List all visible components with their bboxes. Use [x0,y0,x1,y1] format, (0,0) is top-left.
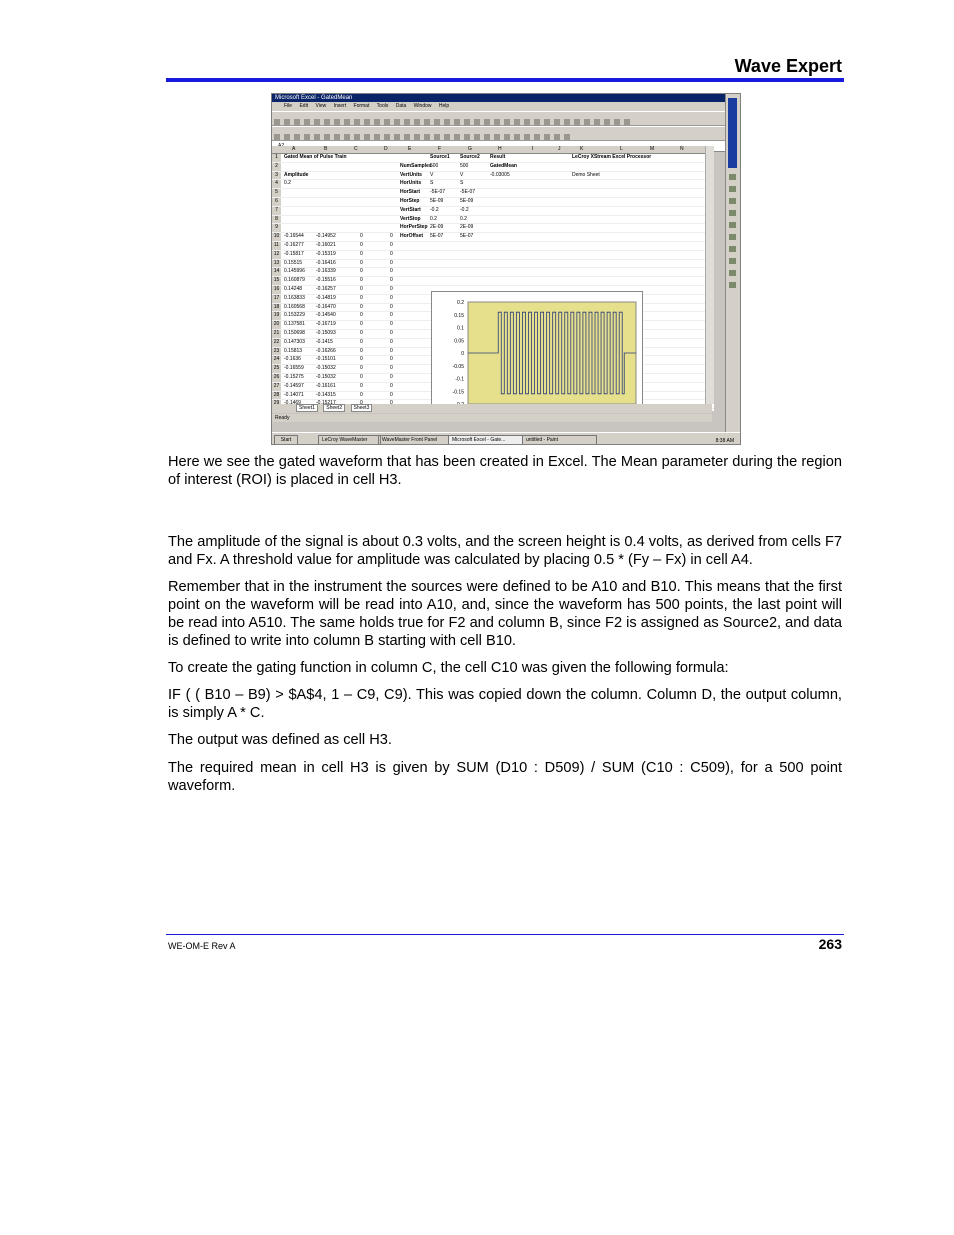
row-number[interactable]: 4 [272,180,281,188]
cell-d27[interactable]: 0 [390,382,393,389]
column-headers [272,146,714,154]
cell-d23[interactable]: 0 [390,347,393,354]
cell-f6[interactable]: 5E-09 [430,197,444,204]
cell-g1[interactable]: Source2 [460,154,480,160]
toolbar-button[interactable] [394,119,400,125]
toolbar-button[interactable] [534,119,540,125]
sheet-row [272,198,714,207]
footer-rule [166,934,844,935]
column-header-l[interactable]: L [620,146,623,152]
toolbar-button[interactable] [354,119,360,125]
cell-a26[interactable]: -0.15275 [284,373,304,380]
toolbar-button[interactable] [384,134,390,140]
sheet-row [272,207,714,216]
shortcut-icon[interactable] [729,186,736,192]
sheet-row [272,189,714,198]
row-number[interactable]: 7 [272,207,281,215]
cell-d10[interactable]: 0 [390,233,393,240]
toolbar-button[interactable] [314,134,320,140]
toolbar-button[interactable] [384,119,390,125]
toolbar-button[interactable] [374,119,380,125]
column-header-a[interactable]: A [292,146,296,152]
shortcut-bar-strip [728,98,737,168]
cell-c13[interactable]: 0 [360,259,363,266]
cell-g4[interactable]: S [460,180,464,187]
cell-h1[interactable]: Result [490,154,506,160]
cell-e5[interactable]: HorStart [400,189,421,196]
cell-c12[interactable]: 0 [360,250,363,257]
taskbar-item[interactable]: untitled - Paint [522,435,597,445]
y-tick-label: -0.05 [452,363,464,370]
cell-e7[interactable]: VertStart [400,206,421,213]
column-header-i[interactable]: I [532,146,534,152]
cell-c21[interactable]: 0 [360,329,363,336]
taskbar-item[interactable]: WaveMaster Front Panel [378,435,449,445]
cell-b19[interactable]: -0.14540 [316,312,336,319]
sheet-row [272,216,714,225]
paragraph-2: The amplitude of the signal is about 0.3 volts, and the screen height is 0.4 volts, as derived from cells F7 and Fx. A threshold value for amplitude was calculated by placing 0.5 * (Fy – Fx) in cell A4. [168,534,842,568]
row-number[interactable]: 18 [273,303,280,310]
cell-c20[interactable]: 0 [360,321,363,328]
toolbar-button[interactable] [274,119,280,125]
toolbar-button[interactable] [414,134,420,140]
toolbar-button[interactable] [484,119,490,125]
cell-f3[interactable]: V [430,171,434,178]
toolbar-button[interactable] [444,134,450,140]
row-number[interactable]: 17 [273,294,280,301]
column-header-b[interactable]: B [324,146,328,152]
cell-b14[interactable]: -0.16339 [316,268,336,275]
shortcut-icon[interactable] [729,174,736,180]
shortcut-icon[interactable] [729,246,736,252]
row-number[interactable]: 2 [272,163,281,171]
cell-b20[interactable]: -0.16719 [316,321,336,328]
toolbar-button[interactable] [274,134,280,140]
cell-k3[interactable]: Demo Sheet [572,171,600,178]
cell-e10[interactable]: HorOffset [400,233,424,240]
cell-b27[interactable]: -0.16161 [316,382,336,389]
column-header-f[interactable]: F [438,146,442,152]
cell-b11[interactable]: -0.16021 [316,241,336,248]
cell-a15[interactable]: 0.160879 [284,277,305,284]
office-shortcut-bar [725,94,740,434]
cell-c10[interactable]: 0 [360,233,363,240]
tab-sheet1[interactable]: Sheet1 [296,404,318,412]
cell-d16[interactable]: 0 [390,285,393,292]
cell-b21[interactable]: -0.15093 [316,329,336,336]
paragraph-6: The output was defined as cell H3. [168,732,392,748]
embedded-waveform-chart [431,291,643,411]
toolbar-button[interactable] [364,119,370,125]
row-number[interactable]: 10 [273,233,280,240]
row-number[interactable]: 13 [273,259,280,266]
cell-b23[interactable]: -0.16266 [316,347,336,354]
toolbar-button[interactable] [544,134,550,140]
cell-f9[interactable]: 2E-09 [430,224,444,231]
tab-sheet2[interactable]: Sheet2 [323,404,345,412]
cell-c25[interactable]: 0 [360,365,363,372]
cell-d25[interactable]: 0 [390,365,393,372]
cell-b24[interactable]: -0.15101 [316,356,336,363]
page-header-title: Wave Expert [734,56,842,76]
start-button[interactable]: Start [274,435,298,445]
cell-d24[interactable]: 0 [390,356,393,363]
column-header-c[interactable]: C [354,146,358,152]
cell-e3[interactable]: VertUnits [400,171,422,178]
toolbar-button[interactable] [424,119,430,125]
cell-b22[interactable]: -0.1415 [316,338,333,345]
toolbar-button[interactable] [474,134,480,140]
menu-item-view[interactable]: View [315,103,327,109]
toolbar-button[interactable] [404,134,410,140]
cell-a18[interactable]: 0.160568 [284,303,305,310]
row-number[interactable]: 21 [273,329,280,336]
column-header-h[interactable]: H [498,146,502,152]
menu-item-file[interactable]: File [284,103,293,109]
toolbar-button[interactable] [594,119,600,125]
header-rule [166,78,844,82]
paragraph-3: Remember that in the instrument the sources were defined to be A10 and B10. This means that the first point on the waveform will be read into A10, and, since the waveform has 500 points, the last point will be read into A510. The same holds true for F2 and column B, since F2 is assigned as Source2, and data is defined to write into column B starting with cell B10. [168,579,842,649]
toolbar-button[interactable] [404,119,410,125]
cell-g8[interactable]: 0.2 [460,215,467,222]
toolbar-button[interactable] [584,119,590,125]
toolbar-button[interactable] [564,119,570,125]
cell-a25[interactable]: -0.16559 [284,365,304,372]
cell-a23[interactable]: 0.15813 [284,347,303,354]
row-number[interactable]: 9 [272,224,281,232]
toolbar-button[interactable] [304,119,310,125]
excel-screenshot-figure [271,93,741,445]
toolbar-button[interactable] [334,119,340,125]
toolbar-button[interactable] [514,134,520,140]
column-header-n[interactable]: N [680,146,684,152]
cell-d15[interactable]: 0 [390,277,393,284]
sheet-row [272,224,714,233]
cell-a16[interactable]: 0.14248 [284,285,303,292]
cell-f7[interactable]: -0.2 [430,206,439,213]
cell-a22[interactable]: 0.147303 [284,338,305,345]
taskbar-item[interactable]: LeCroy WaveMaster [318,435,381,445]
sheet-tabs [272,404,712,413]
toolbar-button[interactable] [554,119,560,125]
row-number[interactable]: 22 [273,338,280,345]
cell-a17[interactable]: 0.163833 [284,294,305,301]
windows-taskbar [272,432,740,445]
paragraph-7: The required mean in cell H3 is given by SUM (D10 : D509) / SUM (C10 : C509), for a 500 point waveform. [168,760,842,794]
column-header-j[interactable]: J [558,146,561,152]
formatting-toolbar [272,126,740,141]
cell-f2[interactable]: 500 [430,162,439,169]
sheet-row [272,268,714,277]
cell-d14[interactable]: 0 [390,268,393,275]
row-number[interactable]: 20 [273,321,280,328]
toolbar-button[interactable] [434,119,440,125]
cell-g5[interactable]: -5E-07 [460,189,476,196]
cell-a21[interactable]: 0.150698 [284,329,305,336]
toolbar-button[interactable] [444,119,450,125]
toolbar-button[interactable] [484,134,490,140]
cell-a28[interactable]: -0.14071 [284,391,304,398]
toolbar-button[interactable] [294,119,300,125]
toolbar-button[interactable] [354,134,360,140]
row-number[interactable]: 1 [272,154,281,162]
worksheet [272,146,714,411]
cell-k1[interactable]: LeCroy XStream Excel Processor [572,154,652,160]
row-number[interactable]: 11 [273,241,280,248]
shortcut-icon[interactable] [729,270,736,276]
toolbar-button[interactable] [344,119,350,125]
cell-d26[interactable]: 0 [390,373,393,380]
cell-d18[interactable]: 0 [390,303,393,310]
cell-d28[interactable]: 0 [390,391,393,398]
sheet-row [272,163,714,172]
cell-c11[interactable]: 0 [360,241,363,248]
row-number[interactable]: 28 [273,391,280,398]
cell-b15[interactable]: -0.15516 [316,277,336,284]
cell-g10[interactable]: 5E-07 [460,233,474,240]
cell-e9[interactable]: HorPerStep [400,224,428,231]
cell-c24[interactable]: 0 [360,356,363,363]
paragraph-1: Here we see the gated waveform that has been created in Excel. The Mean parameter during the region of interest (ROI) is placed in cell H3. [168,454,842,488]
cell-b18[interactable]: -0.16470 [316,303,336,310]
shortcut-icon[interactable] [729,222,736,228]
standard-toolbar [272,111,740,126]
cell-d20[interactable]: 0 [390,321,393,328]
toolbar-button[interactable] [324,134,330,140]
menu-item-insert[interactable]: Insert [333,103,347,109]
cell-c22[interactable]: 0 [360,338,363,345]
cell-g6[interactable]: 5E-09 [460,197,474,204]
toolbar-button[interactable] [554,134,560,140]
cell-a27[interactable]: -0.14597 [284,382,304,389]
paragraph-5: IF ( ( B10 – B9) > $A$4, 1 – C9, C9). This was copied down the column. Column D, the output column, is simply A * C. [168,687,842,721]
cell-a4[interactable]: 0.2 [284,180,291,187]
toolbar-button[interactable] [434,134,440,140]
row-number[interactable]: 19 [273,312,280,319]
menu-item-data[interactable]: Data [395,103,407,109]
row-number[interactable]: 14 [273,268,280,275]
status-bar: Ready [272,414,712,422]
cell-a19[interactable]: 0.153229 [284,312,305,319]
row-number[interactable]: 6 [272,198,281,206]
toolbar-button[interactable] [424,134,430,140]
cell-e4[interactable]: HorUnits [400,180,422,187]
cell-a24[interactable]: -0.1636 [284,356,301,363]
row-number[interactable]: 26 [273,373,280,380]
y-tick-label: -0.1 [455,376,464,383]
toolbar-button[interactable] [474,119,480,125]
cell-c18[interactable]: 0 [360,303,363,310]
cell-c19[interactable]: 0 [360,312,363,319]
cell-h2[interactable]: GatedMean [490,162,517,169]
menu-item-edit[interactable]: Edit [299,103,309,109]
row-number[interactable]: 15 [273,277,280,284]
toolbar-button[interactable] [524,134,530,140]
cell-a11[interactable]: -0.16277 [284,241,304,248]
cell-b16[interactable]: -0.16257 [316,285,336,292]
sheet-row [272,251,714,260]
row-number[interactable]: 23 [273,347,280,354]
toolbar-button[interactable] [544,119,550,125]
cell-f1[interactable]: Source1 [430,154,450,160]
y-tick-label: 0.05 [454,338,464,345]
shortcut-icon[interactable] [729,210,736,216]
row-number[interactable]: 24 [273,356,280,363]
cell-d19[interactable]: 0 [390,312,393,319]
menu-item-format[interactable]: Format [353,103,370,109]
toolbar-button[interactable] [504,134,510,140]
cell-e2[interactable]: NumSamples [400,162,432,169]
row-number[interactable]: 3 [272,172,281,180]
toolbar-button[interactable] [464,134,470,140]
cell-g7[interactable]: -0.2 [460,206,469,213]
tab-sheet3[interactable]: Sheet3 [351,404,373,412]
row-number[interactable]: 25 [273,365,280,372]
cell-a13[interactable]: 0.15515 [284,259,303,266]
cell-a14[interactable]: 0.145996 [284,268,305,275]
cell-f4[interactable]: S [430,180,434,187]
toolbar-button[interactable] [374,134,380,140]
toolbar-button[interactable] [454,134,460,140]
cell-e8[interactable]: VertStop [400,215,421,222]
cell-b10[interactable]: -0.14952 [316,233,336,240]
toolbar-button[interactable] [464,119,470,125]
sheet-row [272,277,714,286]
toolbar-button[interactable] [494,134,500,140]
cell-d22[interactable]: 0 [390,338,393,345]
menu-item-help[interactable]: Help [438,103,450,109]
cell-c27[interactable]: 0 [360,382,363,389]
toolbar-button[interactable] [524,119,530,125]
cell-b25[interactable]: -0.15032 [316,365,336,372]
cell-c14[interactable]: 0 [360,268,363,275]
toolbar-button[interactable] [314,119,320,125]
toolbar-button[interactable] [624,119,630,125]
y-tick-label: -0.15 [452,389,464,396]
sheet-row [272,233,714,242]
toolbar-button[interactable] [514,119,520,125]
cell-d13[interactable]: 0 [390,259,393,266]
cell-d21[interactable]: 0 [390,329,393,336]
cell-c23[interactable]: 0 [360,347,363,354]
vertical-scrollbar[interactable] [705,146,714,404]
toolbar-button[interactable] [284,119,290,125]
column-header-g[interactable]: G [468,146,472,152]
sheet-row [272,180,714,189]
toolbar-button[interactable] [604,119,610,125]
y-tick-label: 0.1 [457,325,464,332]
sheet-row [272,242,714,251]
cell-b28[interactable]: -0.14315 [316,391,336,398]
cell-a1[interactable]: Gated Mean of Pulse Train [284,154,347,160]
sheet-row [272,260,714,269]
cell-b13[interactable]: -0.16416 [316,259,336,266]
cell-a20[interactable]: 0.137581 [284,321,305,328]
toolbar-button[interactable] [304,134,310,140]
toolbar-button[interactable] [534,134,540,140]
excel-window-title: Microsoft Excel - GatedMean [272,94,740,102]
cell-f10[interactable]: 5E-07 [430,233,444,240]
toolbar-button[interactable] [504,119,510,125]
menu-item-window[interactable]: Window [413,103,432,109]
cell-h3[interactable]: -0.03005 [490,171,510,178]
cell-e6[interactable]: HorStep [400,197,420,204]
row-number[interactable]: 16 [273,285,280,292]
cell-a3[interactable]: Amplitude [284,171,309,178]
shortcut-icon[interactable] [729,198,736,204]
cell-g3[interactable]: V [460,171,464,178]
row-number[interactable]: 5 [272,189,281,197]
column-header-m[interactable]: M [650,146,655,152]
shortcut-icon[interactable] [729,234,736,240]
row-number[interactable]: 12 [273,250,280,257]
toolbar-button[interactable] [294,134,300,140]
y-tick-label: 0.2 [457,300,464,306]
toolbar-button[interactable] [394,134,400,140]
shortcut-icon[interactable] [729,282,736,288]
cell-b26[interactable]: -0.15032 [316,373,336,380]
cell-d17[interactable]: 0 [390,294,393,301]
shortcut-icon[interactable] [729,258,736,264]
row-number[interactable]: 8 [272,216,281,224]
cell-b12[interactable]: -0.15319 [316,250,336,257]
column-header-k[interactable]: K [580,146,584,152]
footer-doc-id: WE-OM-E Rev A [168,941,236,951]
cell-f5[interactable]: -5E-07 [430,189,446,196]
toolbar-button[interactable] [284,134,290,140]
column-header-e[interactable]: E [408,146,412,152]
taskbar-item-active[interactable]: Microsoft Excel - Gate... [448,435,523,445]
toolbar-button[interactable] [364,134,370,140]
toolbar-button[interactable] [454,119,460,125]
cell-g2[interactable]: 500 [460,162,469,169]
toolbar-button[interactable] [334,134,340,140]
y-tick-label: 0.15 [454,312,464,319]
row-number[interactable]: 27 [273,382,280,389]
column-header-d[interactable]: D [384,146,388,152]
waveform-chart-svg [432,292,642,411]
cell-c17[interactable]: 0 [360,294,363,301]
toolbar-button[interactable] [324,119,330,125]
cell-c15[interactable]: 0 [360,277,363,284]
cell-f8[interactable]: 0.2 [430,215,437,222]
sheet-row [272,154,714,163]
toolbar-button[interactable] [414,119,420,125]
toolbar-button[interactable] [614,119,620,125]
cell-g9[interactable]: 2E-09 [460,224,474,231]
page-number: 263 [818,936,842,952]
y-tick-label: 0 [461,351,464,357]
menu-item-tools[interactable]: Tools [376,103,389,109]
taskbar-clock: 8:38 AM [715,438,734,444]
cell-c28[interactable]: 0 [360,391,363,398]
toolbar-button[interactable] [344,134,350,140]
paragraph-4: To create the gating function in column C, the cell C10 was given the following formula: [168,660,729,676]
toolbar-button[interactable] [494,119,500,125]
cell-b17[interactable]: -0.14819 [316,294,336,301]
cell-d11[interactable]: 0 [390,241,393,248]
sheet-row [272,172,714,181]
toolbar-button[interactable] [564,134,570,140]
cell-c16[interactable]: 0 [360,285,363,292]
cell-a12[interactable]: -0.15817 [284,250,304,257]
cell-a10[interactable]: -0.16544 [284,233,304,240]
cell-d12[interactable]: 0 [390,250,393,257]
toolbar-button[interactable] [574,119,580,125]
excel-menu-bar [272,102,740,111]
cell-c26[interactable]: 0 [360,373,363,380]
